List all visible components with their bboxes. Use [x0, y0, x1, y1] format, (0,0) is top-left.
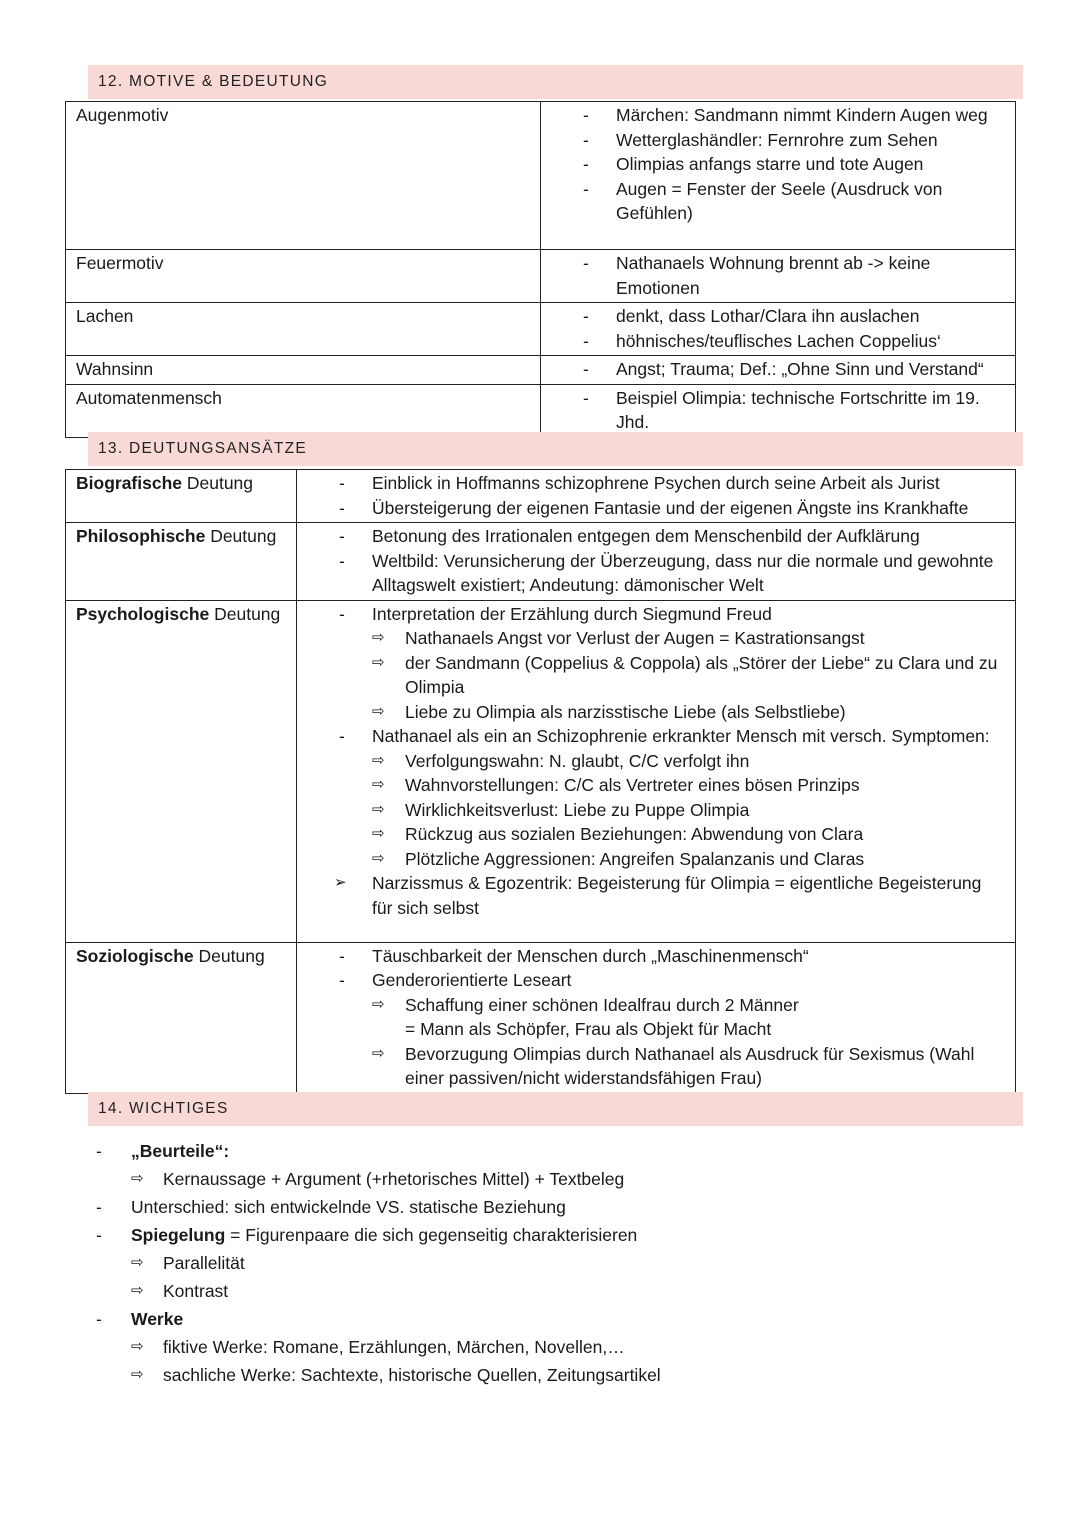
- list-item: ⇨ der Sandmann (Coppelius & Coppola) als „Störer der Liebe“ zu Clara und zu Olimpia: [297, 651, 1005, 700]
- table-row: [66, 942, 1016, 1093]
- list-item: ⇨ Rückzug aus sozialen Beziehungen: Abwendung von Clara: [297, 822, 1005, 847]
- table-row: [66, 250, 1016, 303]
- motive-label: Lachen: [66, 303, 541, 356]
- list-item: - höhnisches/teuflisches Lachen Coppelius‘: [541, 329, 1005, 354]
- table-row: [66, 600, 1016, 942]
- list-item: ⇨ Verfolgungswahn: N. glaubt, C/C verfolgt ihn: [297, 749, 1005, 774]
- deutung-label: Psychologische Deutung: [66, 600, 297, 942]
- list-item: - Interpretation der Erzählung durch Siegmund Freud: [297, 602, 1005, 627]
- list-item: ⇨ Parallelität: [96, 1249, 1016, 1277]
- list-item: ⇨ Plötzliche Aggressionen: Angreifen Spalanzanis und Claras: [297, 847, 1005, 872]
- deutung-label: Philosophische Deutung: [66, 523, 297, 601]
- list-item: - Augen = Fenster der Seele (Ausdruck von Gefühlen): [541, 177, 1005, 226]
- list-item: - Märchen: Sandmann nimmt Kindern Augen weg: [541, 103, 1005, 128]
- deutung-label: Soziologische Deutung: [66, 942, 297, 1093]
- wichtiges-list: [96, 1137, 1016, 1389]
- table-row: [66, 384, 1016, 437]
- motive-table: [65, 101, 1016, 438]
- list-item: ⇨ Wirklichkeitsverlust: Liebe zu Puppe Olimpia: [297, 798, 1005, 823]
- list-item: - Weltbild: Verunsicherung der Überzeugung, dass nur die normale und gewohnte Alltagswelt existiert; Andeutung: dämonischer Welt: [297, 549, 1005, 598]
- list-item: - Betonung des Irrationalen entgegen dem Menschenbild der Aufklärung: [297, 524, 1005, 549]
- list-item: - Werke: [96, 1305, 1016, 1333]
- motive-label: Wahnsinn: [66, 356, 541, 385]
- deutung-table: [65, 469, 1016, 1094]
- list-item: - Beispiel Olimpia: technische Fortschritte im 19. Jhd.: [541, 386, 1005, 435]
- list-item: - Wetterglashändler: Fernrohre zum Sehen: [541, 128, 1005, 153]
- list-item: = Mann als Schöpfer, Frau als Objekt für Macht: [405, 1019, 772, 1039]
- list-item: - Übersteigerung der eigenen Fantasie und der eigenen Ängste ins Krankhafte: [297, 496, 1005, 521]
- list-item: ➢ Narzissmus & Egozentrik: Begeisterung für Olimpia = eigentliche Begeisterung für sich selbst: [297, 871, 1005, 920]
- list-item: ⇨ Kontrast: [96, 1277, 1016, 1305]
- section-header-13: 13. DEUTUNGSANSÄTZE: [88, 432, 1023, 466]
- list-item: - Einblick in Hoffmanns schizophrene Psychen durch seine Arbeit als Jurist: [297, 471, 1005, 496]
- list-item: - „Beurteile“:: [96, 1137, 1016, 1165]
- motive-label: Feuermotiv: [66, 250, 541, 303]
- list-item: ⇨ Kernaussage + Argument (+rhetorisches Mittel) + Textbeleg: [96, 1165, 1016, 1193]
- list-item: ⇨ sachliche Werke: Sachtexte, historische Quellen, Zeitungsartikel: [96, 1361, 1016, 1389]
- list-item: - Spiegelung = Figurenpaare die sich gegenseitig charakterisieren: [96, 1221, 1016, 1249]
- list-item: ⇨ Wahnvorstellungen: C/C als Vertreter eines bösen Prinzips: [297, 773, 1005, 798]
- table-row: [66, 523, 1016, 601]
- list-item: - Angst; Trauma; Def.: „Ohne Sinn und Verstand“: [541, 357, 1005, 382]
- list-item: - denkt, dass Lothar/Clara ihn auslachen: [541, 304, 1005, 329]
- list-item: ⇨ Schaffung einer schönen Idealfrau durch 2 Männer: [297, 993, 1005, 1018]
- list-item: - Täuschbarkeit der Menschen durch „Maschinenmensch“: [297, 944, 1005, 969]
- table-row: [66, 470, 1016, 523]
- list-item: - Unterschied: sich entwickelnde VS. statische Beziehung: [96, 1193, 1016, 1221]
- deutung-label: Biografische Deutung: [66, 470, 297, 523]
- list-item: ⇨ Nathanaels Angst vor Verlust der Augen = Kastrationsangst: [297, 626, 1005, 651]
- table-row: [66, 356, 1016, 385]
- motive-label: Augenmotiv: [66, 102, 541, 250]
- list-item: ⇨ Bevorzugung Olimpias durch Nathanael als Ausdruck für Sexismus (Wahl einer passiven/nicht widerstandsfähigen Frau): [297, 1042, 1005, 1091]
- section-header-14: 14. WICHTIGES: [88, 1092, 1023, 1126]
- table-row: [66, 102, 1016, 250]
- list-item: - Genderorientierte Leseart: [297, 968, 1005, 993]
- list-item: ⇨ fiktive Werke: Romane, Erzählungen, Märchen, Novellen,…: [96, 1333, 1016, 1361]
- list-item: - Nathanael als ein an Schizophrenie erkrankter Mensch mit versch. Symptomen:: [297, 724, 1005, 749]
- motive-label: Automatenmensch: [66, 384, 541, 437]
- table-row: [66, 303, 1016, 356]
- section-header-12: 12. MOTIVE & BEDEUTUNG: [88, 65, 1023, 99]
- list-item: - Nathanaels Wohnung brennt ab -> keine Emotionen: [541, 251, 1005, 300]
- list-item: - Olimpias anfangs starre und tote Augen: [541, 152, 1005, 177]
- list-item: ⇨ Liebe zu Olimpia als narzisstische Liebe (als Selbstliebe): [297, 700, 1005, 725]
